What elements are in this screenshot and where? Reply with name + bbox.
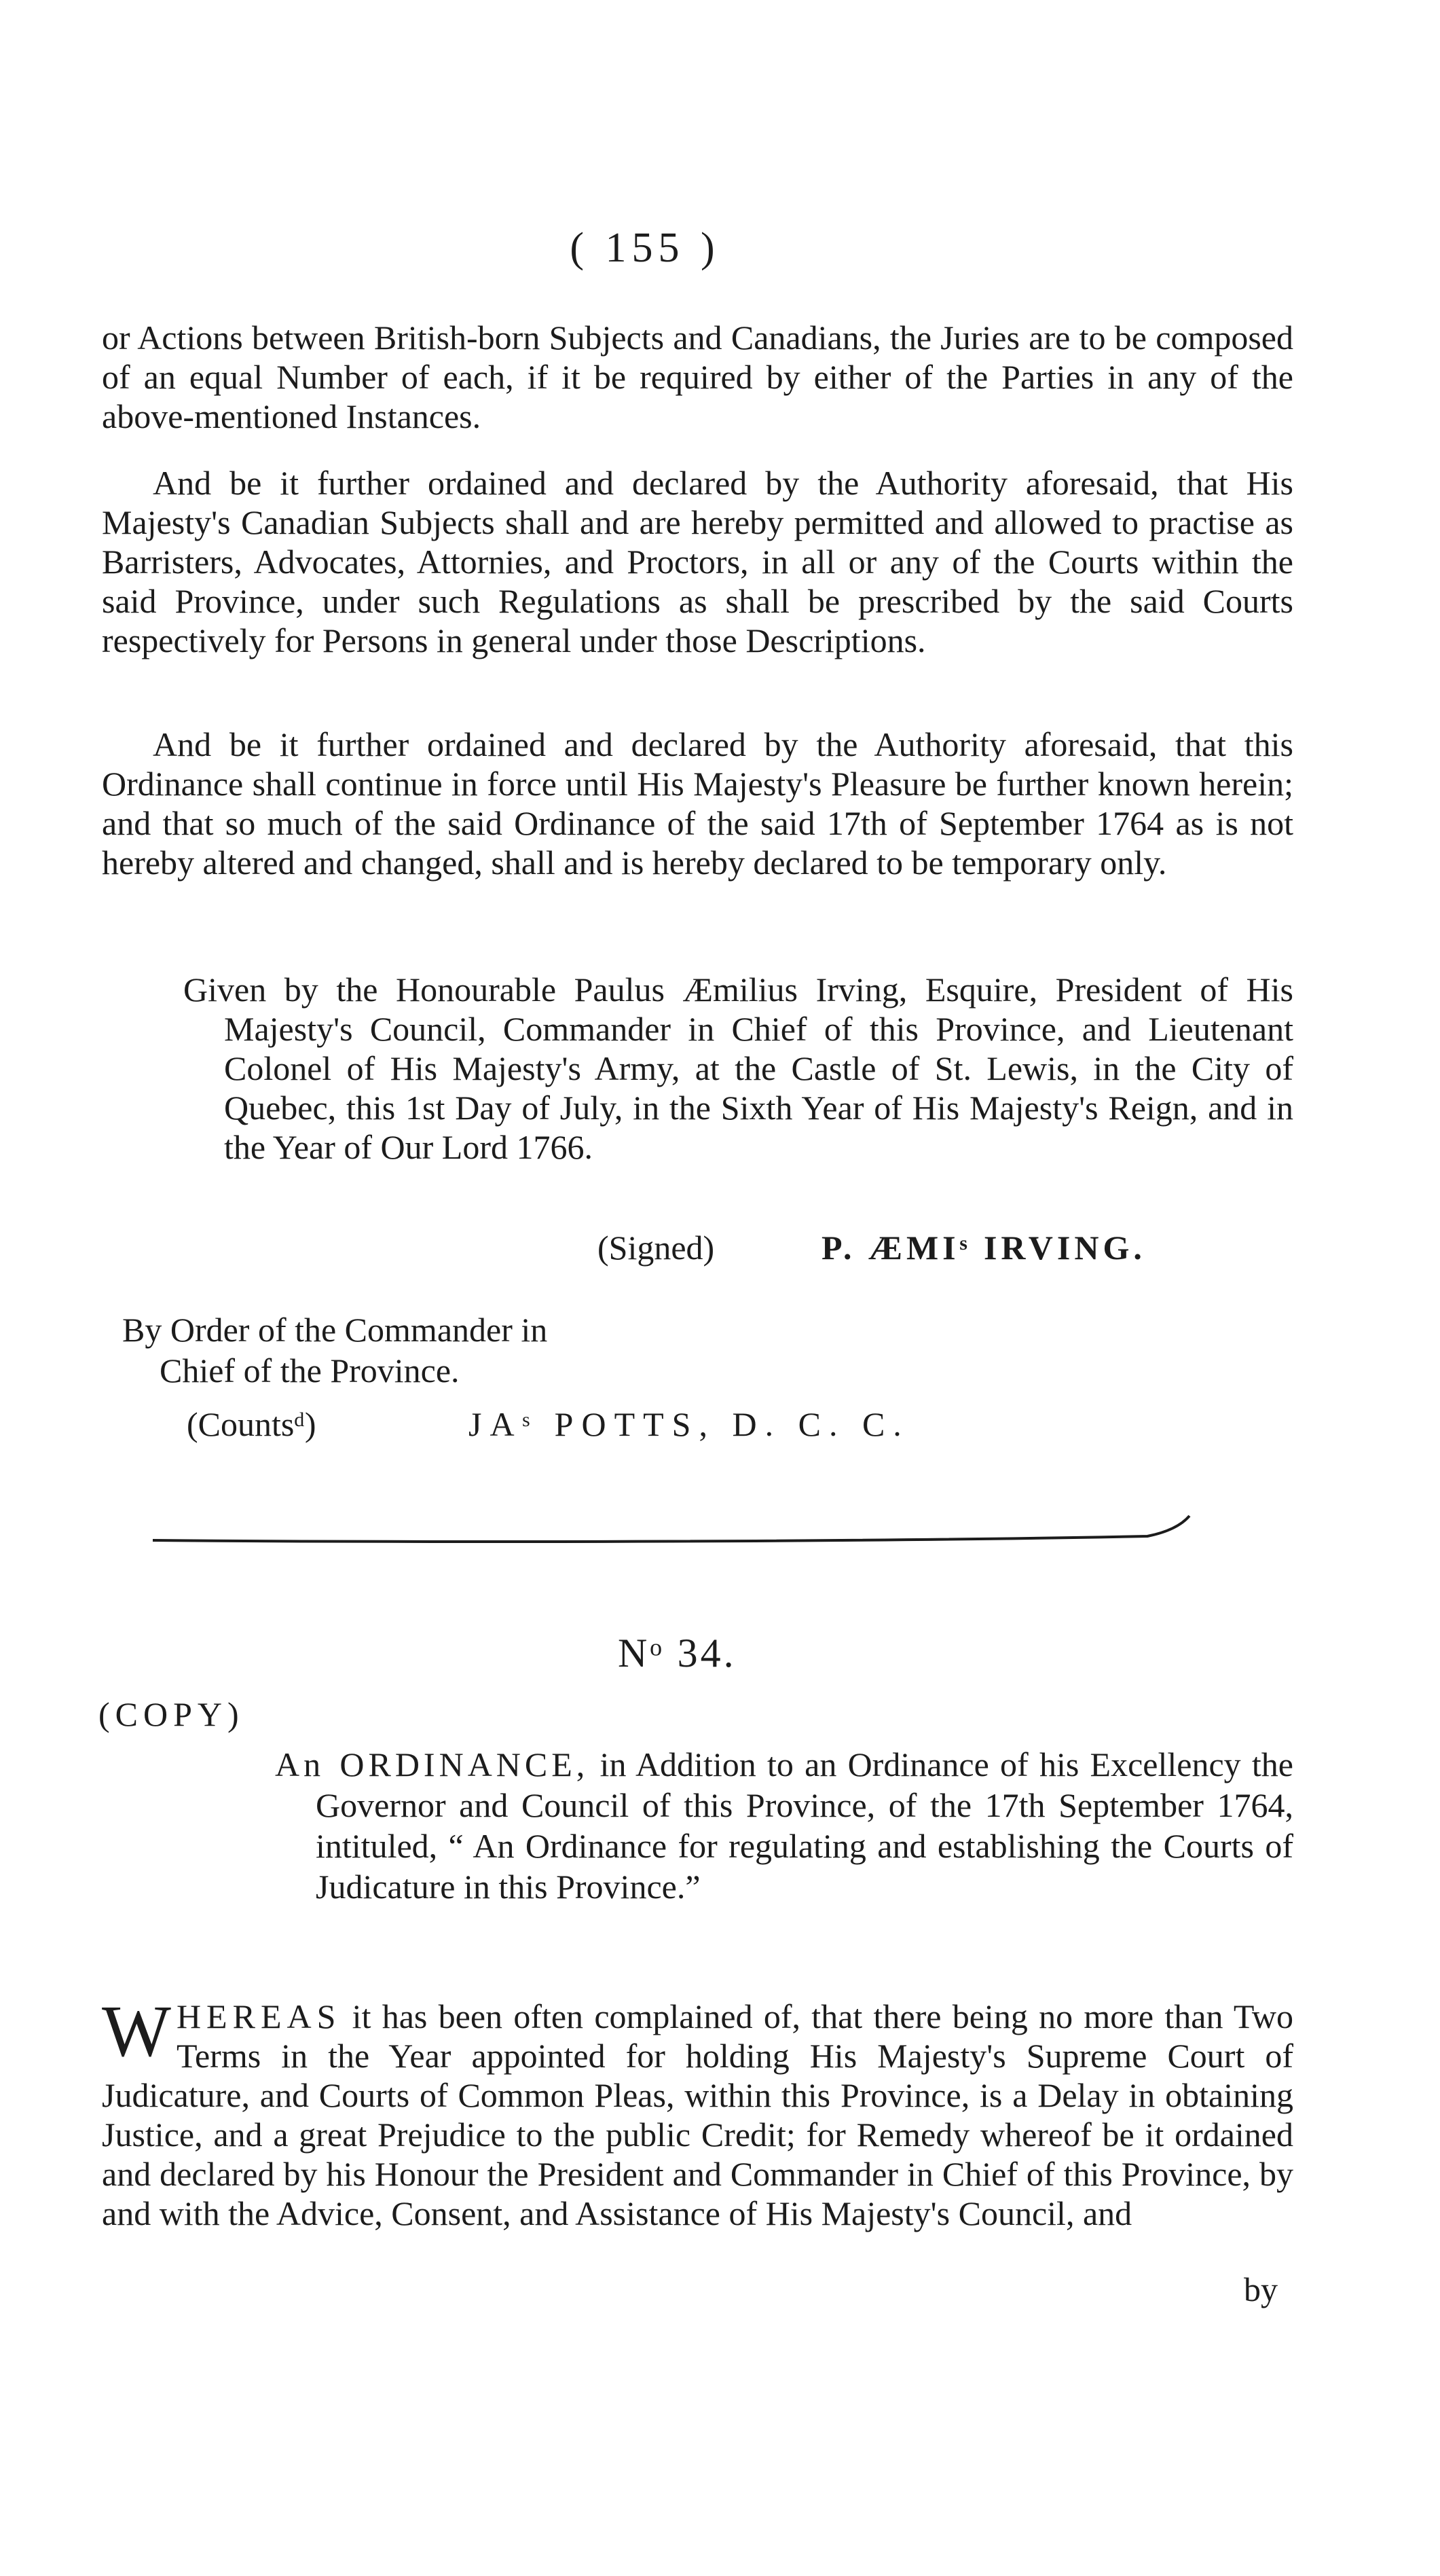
section-number: Nᵒ 34. bbox=[618, 1631, 737, 1675]
drop-cap: W bbox=[102, 1991, 171, 2072]
paragraph-text: And be it further ordained and declared by the Authority aforesaid, that His Majesty's Canadian Subjects shall and are hereby permitted and allowed to practise as Barristers, Advocates, Attornies, and Proctors, in all or any of the Courts within the said Province, under such Regulations as shall be prescribed by the said Courts respectively for Persons in general under those Descriptions. bbox=[102, 464, 1293, 659]
signed-label: (Signed) bbox=[597, 1229, 715, 1267]
by-order-line-2: Chief of the Province. bbox=[160, 1352, 460, 1390]
countersigner-name: JAˢ POTTS, D. C. C. bbox=[468, 1405, 910, 1443]
whereas-text bbox=[102, 1991, 1293, 2233]
ordinance-title bbox=[275, 1744, 1293, 1907]
whereas-paragraph bbox=[102, 1991, 1293, 2233]
countersigned-label: (Countsᵈ) bbox=[187, 1405, 316, 1443]
whereas-body: it has been often complained of, that there being no more than Two Terms in the Year appointed for holding His Majesty's Supreme Court of Judicature, and Courts of Common Pleas, within this Province, is a Delay in obtaining Justice, and a great Prejudice to the public Credit; for Remedy whereof be it ordained and declared by his Honour the President and Commander in Chief of this Province, by and with the Advice, Consent, and Assistance of His Majesty's Council, and bbox=[102, 1997, 1293, 2232]
signatory-name: P. ÆMIˢ IRVING. bbox=[821, 1229, 1146, 1267]
whereas-lead: HEREAS bbox=[176, 1997, 341, 2035]
paragraph-text: or Actions between British-born Subjects and Canadians, the Juries are to be composed of an equal Number of each, if it be required by either of the Parties in any of the above-mentioned Instances. bbox=[102, 319, 1293, 435]
catchword: by bbox=[1244, 2270, 1278, 2308]
given-by-text: Given by the Honourable Paulus Æmilius Irving, Esquire, President of His Majesty's Council, Commander in Chief of this Province, and Lieutenant Colonel of His Majesty's Army, at the Castle of St. Lewis, in the City of Quebec, this 1st Day of July, in the Sixth Year of His Majesty's Reign, and in the Year of Our Lord 1766. bbox=[183, 970, 1293, 1166]
by-order-line-1: By Order of the Commander in bbox=[122, 1311, 548, 1349]
ordinance-title-lead: An ORDINANCE, bbox=[275, 1745, 589, 1783]
paragraph-text: And be it further ordained and declared by the Authority aforesaid, that this Ordinance shall continue in force until His Majesty's Pleasure be further known herein; and that so much of the said Ordinance of the said 17th of September 1764 as is not hereby altered and changed, shall and is hereby declared to be temporary only. bbox=[102, 725, 1293, 882]
page-number: ( 155 ) bbox=[570, 225, 720, 271]
ordinance-title-text bbox=[275, 1744, 1293, 1907]
copy-mark: (COPY) bbox=[98, 1695, 244, 1733]
ordinance-title-rest: in Addition to an Ordinance of his Excellency the Governor and Council of this Province, of the 17th September 1764, intituled, “ An Ordinance for regulating and establishing the Courts of Judicature in this Province.” bbox=[316, 1745, 1293, 1906]
